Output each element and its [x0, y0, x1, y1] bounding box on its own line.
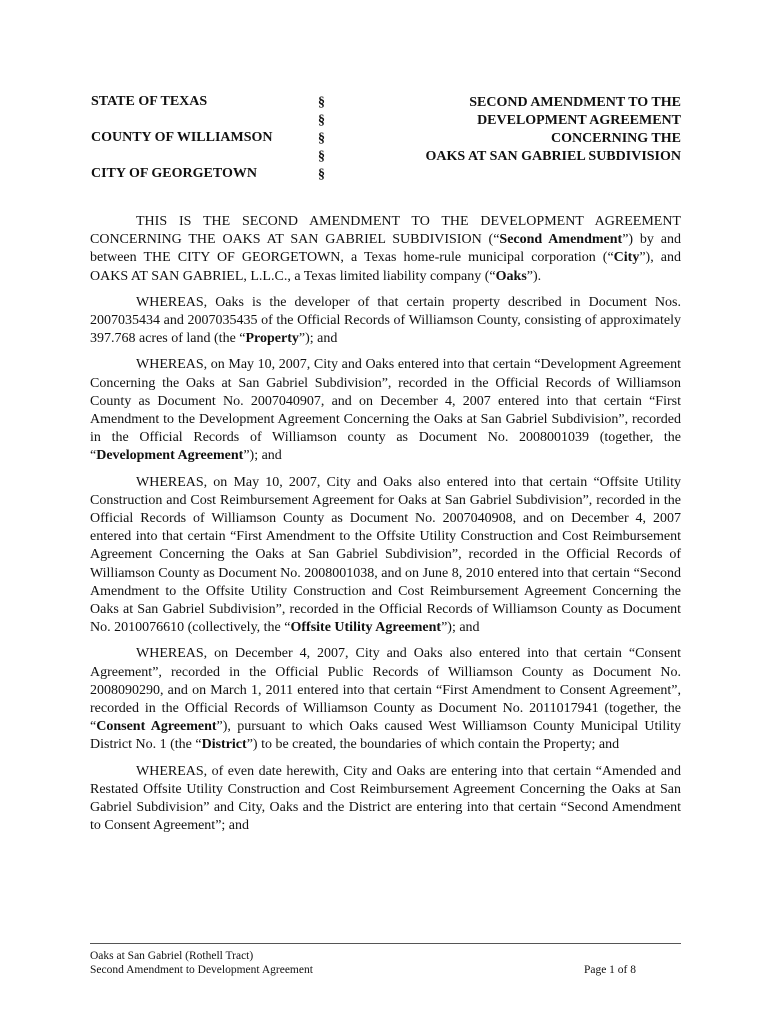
defined-term-oaks: Oaks [495, 268, 527, 284]
text-run: WHEREAS, on May 10, 2007, City and Oaks also entered into that certain “Offsite Utility Construction and Cost Reimbursement Agreement for Oaks at San Gabriel Subdivision”, recorded in the Official Records of Williamson County as Document No. 2007040908, and on December 4, 2007 entered into that certain “First Amendment to the Offsite Utility Construction and Cost Reimbursement Agreement Concerning the Oaks at San Gabriel Subdivision”, recorded in the Official Records of Williamson County as Document No. 2008001038, and on June 8, 2010 entered into that certain “Second Amendment to the Offsite Utility Construction and Cost Reimbursement Agreement Concerning the Oaks at San Gabriel Subdivision”, recorded in the Official Records of Williamson County as Document No. 2010076610 (collectively, the “ [90, 474, 681, 636]
text-run: WHEREAS, on December 4, 2007, City and Oaks also entered into that certain “Consent Agreement”, recorded in the Official Public Records of Williamson County as Document No. 2008090290, and on March 1, 2011 entered into that certain “First Amendment to Consent Agreement”, recorded in the Official Records of Williamson County as Document No. 2011017941 (together, the “ [90, 646, 681, 735]
document-caption [91, 94, 681, 194]
county-label: COUNTY OF WILLIAMSON [91, 130, 273, 145]
defined-term-property: Property [245, 331, 299, 347]
text-run: ”); and [298, 331, 338, 347]
defined-term-development-agreement: Development Agreement [96, 448, 244, 464]
section-mark: § [318, 149, 325, 164]
recital-amended-agreements [90, 763, 681, 836]
document-body [90, 213, 681, 844]
text-run: ”), and OAKS AT SAN GABRIEL, L.L.C., a Texas limited liability company (“ [90, 250, 682, 284]
state-label: STATE OF TEXAS [91, 94, 208, 109]
text-run: WHEREAS, on May 10, 2007, City and Oaks entered into that certain “Development Agreement Concerning the Oaks at San Gabriel Subdivision”, recorded in the Official Records of Williamson County as Document No. 2007040907, and on December 4, 2007 entered into that certain “First Amendment to the Development Agreement Concerning the Oaks at San Gabriel Subdivision”, recorded in the Official Records of Williamson county as Document No. 2008001039 (together, the “ [90, 357, 681, 464]
section-mark: § [318, 131, 325, 146]
text-run: ”), pursuant to which Oaks caused West Williamson County Municipal Utility District No. 1 (the “ [90, 719, 681, 753]
defined-term-second-amendment: Second Amendment [499, 232, 623, 248]
title-line: CONCERNING THE [550, 131, 681, 146]
footer-line-1: Oaks at San Gabriel (Rothell Tract) [90, 950, 254, 962]
text-run: ”). [526, 268, 542, 284]
intro-paragraph [90, 213, 681, 286]
defined-term-city: City [613, 250, 640, 266]
defined-term-offsite-utility-agreement: Offsite Utility Agreement [290, 620, 442, 636]
footer-line-2: Second Amendment to Development Agreement [90, 964, 313, 976]
defined-term-consent-agreement: Consent Agreement [96, 719, 217, 735]
text-run: THIS IS THE SECOND AMENDMENT TO THE DEVELOPMENT AGREEMENT CONCERNING THE OAKS AT SAN GABRIEL SUBDIVISION (“ [90, 214, 681, 248]
section-mark: § [318, 167, 325, 182]
page-number: Page 1 of 8 [583, 964, 636, 976]
defined-term-district: District [201, 737, 247, 753]
text-run: ”); and [243, 448, 282, 464]
text-run: WHEREAS, of even date herewith, City and Oaks are entering into that certain “Amended and Restated Offsite Utility Construction and Cost Reimbursement Agreement Concerning the Oaks at San Gabriel Subdivision” and City, Oaks and the District are entering into that certain “Second Amendment to Consent Agreement”; and [90, 763, 681, 834]
document-title [426, 94, 681, 166]
recital-offsite-utility-agreement [90, 474, 681, 638]
title-line: SECOND AMENDMENT TO THE [469, 95, 681, 110]
title-line: OAKS AT SAN GABRIEL SUBDIVISION [425, 149, 681, 164]
section-mark: § [318, 95, 325, 110]
text-run: WHEREAS, Oaks is the developer of that certain property described in Document Nos. 2007035434 and 2007035435 of the Official Records of Williamson County, consisting of approximately 397.768 acres of land (the “ [90, 294, 681, 347]
text-run: ”); and [441, 620, 480, 636]
recital-development-agreement [90, 356, 681, 465]
text-run: ”) to be created, the boundaries of which contain the Property; and [246, 737, 620, 753]
recital-property [90, 294, 681, 349]
title-line: DEVELOPMENT AGREEMENT [477, 113, 681, 128]
recital-consent-agreement [90, 645, 681, 754]
page-footer [90, 943, 681, 977]
city-label: CITY OF GEORGETOWN [91, 166, 257, 181]
text-run: ”) by and between THE CITY OF GEORGETOWN, a Texas home-rule municipal corporation (“ [90, 232, 681, 266]
section-mark: § [318, 113, 325, 128]
